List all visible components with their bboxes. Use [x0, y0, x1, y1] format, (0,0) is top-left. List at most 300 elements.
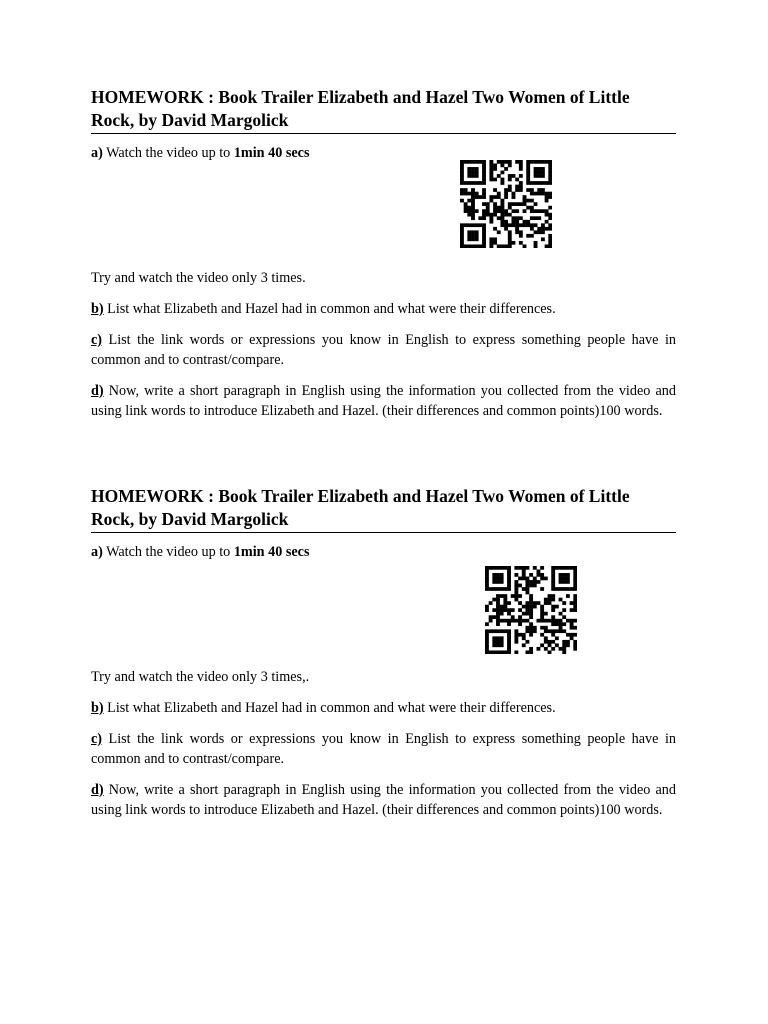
qr-module [500, 636, 504, 640]
qr-module [467, 167, 471, 171]
qr-module [507, 580, 511, 584]
qr-module [534, 230, 538, 234]
qr-module [559, 647, 563, 651]
qr-module [559, 612, 563, 616]
qr-module [573, 594, 577, 598]
qr-module [548, 643, 552, 647]
qr-module [485, 643, 489, 647]
qr-module [525, 608, 529, 612]
qr-module [573, 580, 577, 584]
homework-section-2 [91, 485, 676, 818]
qr-module [533, 626, 537, 630]
qr-module [530, 160, 534, 164]
qr-module [548, 223, 552, 227]
qr-module [540, 619, 544, 623]
qr-module [522, 570, 526, 574]
qr-module [537, 188, 541, 192]
qr-module [519, 164, 523, 168]
qr-module [533, 577, 537, 581]
qr-module [471, 244, 475, 248]
qr-module [512, 174, 516, 178]
qr-module [534, 241, 538, 245]
qr-module [534, 216, 538, 220]
qr-module [508, 185, 512, 189]
qr-module [523, 220, 527, 224]
qr-module [525, 584, 529, 588]
qr-module [500, 587, 504, 591]
qr-module [534, 181, 538, 185]
qr-module [496, 650, 500, 654]
qr-module [551, 598, 555, 602]
instruction-c-text: List the link words or expressions you know in English to express something people have in common and to contrast/compare. [91, 731, 676, 767]
qr-module [522, 619, 526, 623]
qr-module [566, 619, 570, 623]
qr-module [467, 206, 471, 210]
qr-module [518, 622, 522, 626]
qr-module [537, 209, 541, 213]
qr-module [500, 160, 504, 164]
qr-module [503, 608, 507, 612]
qr-module [485, 622, 489, 626]
qr-module [482, 213, 486, 217]
qr-module [493, 227, 497, 231]
qr-module [519, 174, 523, 178]
qr-module [489, 216, 493, 220]
qr-module [526, 160, 530, 164]
qr-module [460, 227, 464, 231]
qr-module [545, 181, 549, 185]
qr-module [460, 181, 464, 185]
qr-module [511, 608, 515, 612]
qr-module [551, 629, 555, 633]
qr-module [460, 164, 464, 168]
qr-module [497, 244, 501, 248]
label-d: d) [91, 782, 104, 798]
qr-module [562, 650, 566, 654]
qr-module [519, 216, 523, 220]
qr-module [492, 598, 496, 602]
qr-module [562, 573, 566, 577]
qr-module [471, 202, 475, 206]
qr-module [526, 199, 530, 203]
qr-module [548, 174, 552, 178]
qr-module [482, 195, 486, 199]
qr-module [467, 192, 471, 196]
label-b: b) [91, 700, 104, 716]
qr-module [514, 591, 518, 595]
qr-module [541, 230, 545, 234]
qr-module [507, 622, 511, 626]
qr-module [544, 626, 548, 630]
qr-module [460, 244, 464, 248]
qr-module [514, 584, 518, 588]
qr-module [526, 178, 530, 182]
qr-module [525, 601, 529, 605]
qr-module [467, 234, 471, 238]
qr-module [566, 587, 570, 591]
qr-module [482, 178, 486, 182]
qr-module [566, 566, 570, 570]
qr-module [566, 643, 570, 647]
instruction-a [91, 543, 309, 563]
qr-module [515, 160, 519, 164]
qr-module [533, 584, 537, 588]
qr-module [534, 209, 538, 213]
qr-module [508, 223, 512, 227]
label-d: d) [91, 383, 104, 399]
qr-module [514, 640, 518, 644]
qr-module [562, 580, 566, 584]
qr-module [555, 619, 559, 623]
qr-module [522, 643, 526, 647]
qr-module [551, 577, 555, 581]
qr-module [500, 164, 504, 168]
qr-module [562, 577, 566, 581]
qr-module [515, 216, 519, 220]
qr-module [514, 566, 518, 570]
qr-code-icon[interactable] [460, 160, 552, 248]
qr-module [496, 598, 500, 602]
qr-module [507, 643, 511, 647]
qr-module [492, 650, 496, 654]
qr-module [559, 626, 563, 630]
qr-module [522, 573, 526, 577]
qr-module [562, 608, 566, 612]
qr-module [489, 587, 493, 591]
qr-module [526, 234, 530, 238]
qr-module [485, 633, 489, 637]
qr-module [489, 160, 493, 164]
homework-section-1 [91, 86, 676, 419]
qr-module [551, 619, 555, 623]
qr-module [537, 216, 541, 220]
qr-module [548, 171, 552, 175]
qr-module [496, 636, 500, 640]
qr-module [514, 636, 518, 640]
qr-module [537, 647, 541, 651]
qr-module [500, 566, 504, 570]
qr-module [500, 209, 504, 213]
qr-module [497, 174, 501, 178]
qr-module [492, 587, 496, 591]
qr-module [548, 192, 552, 196]
qr-module [522, 577, 526, 581]
qr-module [545, 227, 549, 231]
qr-module [486, 206, 490, 210]
qr-module [518, 594, 522, 598]
qr-module [508, 234, 512, 238]
qr-module [523, 244, 527, 248]
qr-module [500, 608, 504, 612]
qr-module [519, 160, 523, 164]
qr-module [482, 192, 486, 196]
qr-module [460, 174, 464, 178]
qr-module [537, 227, 541, 231]
qr-module [529, 629, 533, 633]
qr-module [500, 650, 504, 654]
qr-module [471, 174, 475, 178]
qr-module [573, 633, 577, 637]
qr-module [551, 573, 555, 577]
qr-module [566, 573, 570, 577]
qr-module [482, 237, 486, 241]
qr-module [492, 615, 496, 619]
qr-module [493, 164, 497, 168]
qr-module [500, 580, 504, 584]
qr-module [492, 573, 496, 577]
qr-module [464, 188, 468, 192]
qr-module [507, 570, 511, 574]
qr-module [548, 181, 552, 185]
qr-module [530, 223, 534, 227]
qr-module [551, 615, 555, 619]
qr-module [467, 213, 471, 217]
qr-module [496, 594, 500, 598]
instruction-b-text: List what Elizabeth and Hazel had in common and what were their differences. [103, 700, 556, 716]
qr-module [464, 223, 468, 227]
qr-module [485, 587, 489, 591]
qr-module [512, 209, 516, 213]
qr-module [512, 192, 516, 196]
qr-module [489, 244, 493, 248]
qr-module [570, 626, 574, 630]
qr-module [548, 216, 552, 220]
qr-module [573, 601, 577, 605]
qr-module [482, 164, 486, 168]
qr-module [530, 188, 534, 192]
qr-module [529, 598, 533, 602]
qr-module [526, 171, 530, 175]
qr-module [496, 566, 500, 570]
qr-module [492, 643, 496, 647]
instruction-b [91, 699, 676, 719]
qr-module [507, 629, 511, 633]
qr-module [460, 237, 464, 241]
qr-module [566, 633, 570, 637]
qr-module [570, 608, 574, 612]
qr-module [573, 566, 577, 570]
qr-module [530, 192, 534, 196]
qr-module [492, 629, 496, 633]
qr-module [518, 633, 522, 637]
qr-module [497, 195, 501, 199]
qr-module [515, 223, 519, 227]
qr-module [562, 615, 566, 619]
qr-module [540, 633, 544, 637]
qr-module [548, 244, 552, 248]
video-duration: 1min 40 secs [233, 544, 310, 560]
qr-module [503, 566, 507, 570]
qr-module [551, 594, 555, 598]
qr-module [460, 223, 464, 227]
qr-module [537, 570, 541, 574]
qr-module [518, 584, 522, 588]
qr-module [514, 587, 518, 591]
qr-module [529, 584, 533, 588]
qr-module [486, 202, 490, 206]
qr-module [485, 566, 489, 570]
qr-module [508, 206, 512, 210]
qr-module [500, 206, 504, 210]
qr-module [489, 167, 493, 171]
qr-module [500, 178, 504, 182]
qr-module [514, 650, 518, 654]
qr-module [559, 573, 563, 577]
qr-module [541, 227, 545, 231]
qr-module [573, 570, 577, 574]
qr-module [507, 573, 511, 577]
qr-module [475, 195, 479, 199]
qr-module [493, 213, 497, 217]
qr-module [540, 566, 544, 570]
qr-module [511, 594, 515, 598]
qr-module [496, 587, 500, 591]
qr-module [482, 174, 486, 178]
qr-module [485, 650, 489, 654]
qr-module [460, 230, 464, 234]
qr-module [570, 633, 574, 637]
qr-module [529, 626, 533, 630]
qr-module [471, 192, 475, 196]
qr-module [551, 640, 555, 644]
qr-module [489, 237, 493, 241]
qr-module [544, 577, 548, 581]
qr-module [566, 577, 570, 581]
qr-module [525, 577, 529, 581]
qr-module [504, 167, 508, 171]
qr-module [514, 594, 518, 598]
qr-module [530, 181, 534, 185]
qr-module [515, 188, 519, 192]
qr-code-icon[interactable] [485, 566, 577, 654]
qr-module [471, 199, 475, 203]
qr-module [475, 160, 479, 164]
qr-module [496, 605, 500, 609]
qr-module [507, 608, 511, 612]
qr-module [519, 188, 523, 192]
qr-module [467, 171, 471, 175]
qr-module [493, 167, 497, 171]
qr-module [489, 199, 493, 203]
qr-module [525, 587, 529, 591]
qr-module [492, 577, 496, 581]
qr-module [562, 640, 566, 644]
qr-module [500, 213, 504, 217]
qr-module [548, 160, 552, 164]
qr-module [530, 206, 534, 210]
qr-module [566, 640, 570, 644]
qr-module [512, 216, 516, 220]
qr-module [507, 647, 511, 651]
qr-module [485, 573, 489, 577]
qr-module [460, 171, 464, 175]
qr-module [507, 566, 511, 570]
qr-module [500, 577, 504, 581]
qr-module [475, 223, 479, 227]
qr-module [489, 171, 493, 175]
qr-module [529, 650, 533, 654]
qr-module [573, 577, 577, 581]
qr-module [504, 213, 508, 217]
qr-module [486, 213, 490, 217]
qr-module [555, 605, 559, 609]
qr-module [540, 643, 544, 647]
qr-module [526, 188, 530, 192]
qr-module [562, 566, 566, 570]
qr-module [570, 619, 574, 623]
qr-module [540, 608, 544, 612]
qr-module [478, 195, 482, 199]
qr-module [514, 598, 518, 602]
qr-module [493, 209, 497, 213]
qr-module [504, 227, 508, 231]
qr-module [496, 601, 500, 605]
qr-module [507, 636, 511, 640]
qr-module [471, 167, 475, 171]
qr-module [489, 566, 493, 570]
qr-module [467, 199, 471, 203]
qr-module [545, 209, 549, 213]
qr-module [573, 608, 577, 612]
qr-module [500, 640, 504, 644]
qr-module [541, 223, 545, 227]
qr-module [570, 587, 574, 591]
qr-module [555, 587, 559, 591]
qr-module [544, 601, 548, 605]
qr-module [526, 167, 530, 171]
qr-module [464, 206, 468, 210]
qr-module [500, 199, 504, 203]
qr-module [548, 629, 552, 633]
watch-limit-text: Try and watch the video only 3 times. [91, 270, 306, 286]
qr-module [471, 230, 475, 234]
qr-module [508, 202, 512, 206]
qr-module [504, 160, 508, 164]
qr-module [478, 181, 482, 185]
qr-module [541, 237, 545, 241]
qr-module [485, 640, 489, 644]
qr-module [534, 174, 538, 178]
qr-module [570, 622, 574, 626]
qr-module [540, 626, 544, 630]
qr-module [496, 619, 500, 623]
qr-module [493, 237, 497, 241]
qr-module [537, 167, 541, 171]
qr-module [523, 209, 527, 213]
qr-module [489, 195, 493, 199]
qr-module [559, 566, 563, 570]
qr-module [551, 570, 555, 574]
qr-module [529, 615, 533, 619]
qr-module [475, 230, 479, 234]
qr-module [529, 633, 533, 637]
qr-module [537, 580, 541, 584]
qr-module [559, 580, 563, 584]
qr-module [504, 220, 508, 224]
qr-module [471, 223, 475, 227]
qr-module [482, 171, 486, 175]
qr-module [489, 178, 493, 182]
qr-module [530, 209, 534, 213]
qr-module [460, 192, 464, 196]
qr-module [492, 566, 496, 570]
qr-module [537, 619, 541, 623]
qr-module [522, 605, 526, 609]
qr-module [507, 612, 511, 616]
label-c: c) [91, 731, 103, 747]
qr-module [464, 181, 468, 185]
qr-module [548, 206, 552, 210]
